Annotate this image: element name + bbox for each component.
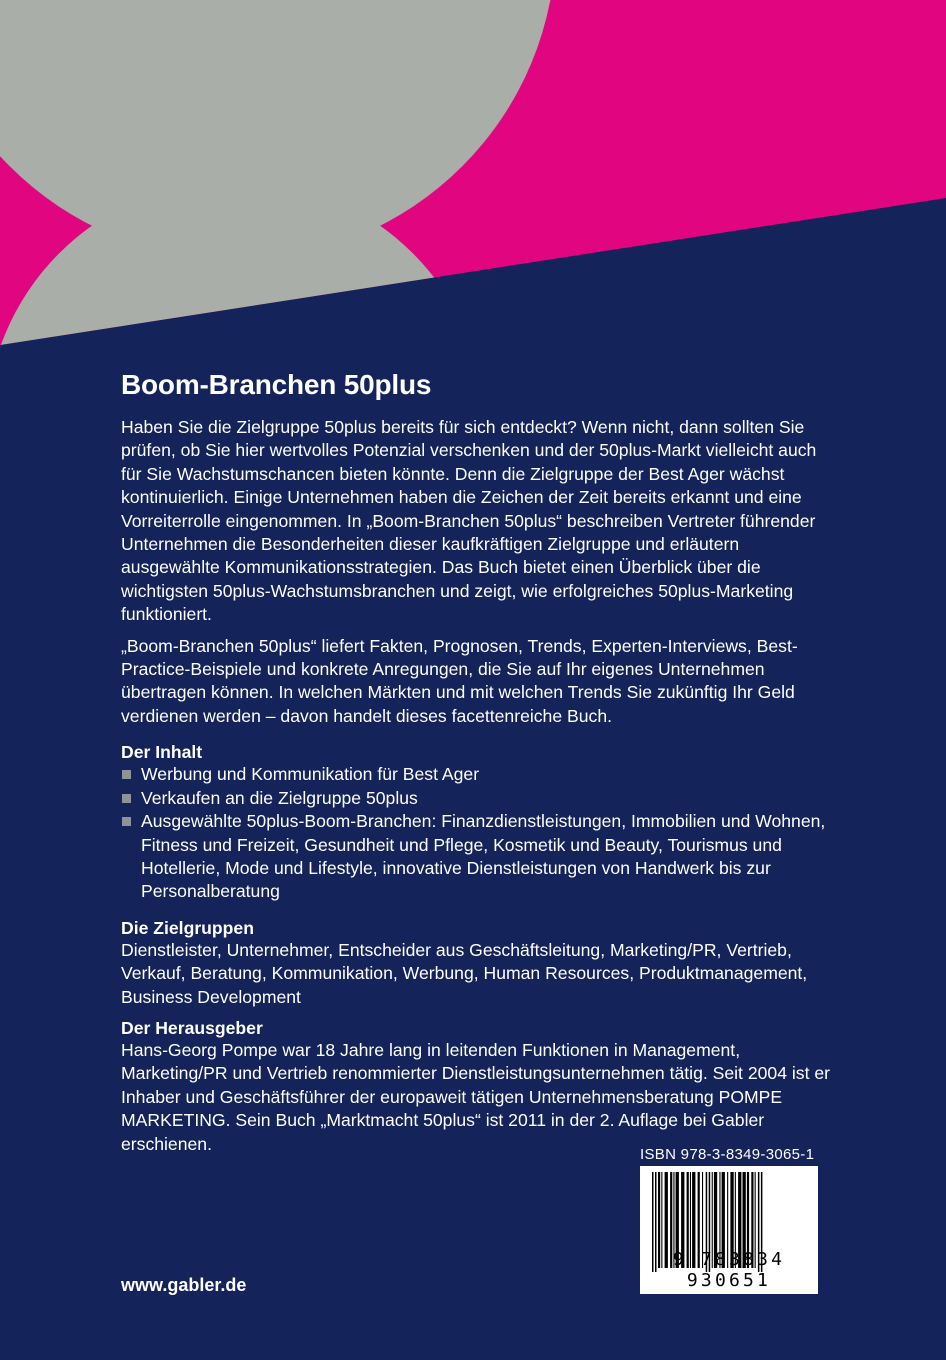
list-item: Werbung und Kommunikation für Best Ager xyxy=(121,763,833,786)
inhalt-list xyxy=(121,763,833,903)
back-cover-text xyxy=(121,365,833,1164)
herausgeber-heading: Der Herausgeber xyxy=(121,1017,263,1038)
description-paragraph-2: „Boom-Branchen 50plus“ liefert Fakten, Prognosen, Trends, Experten-Interviews, Best-Practice-Beispiele und konkrete Anregungen, die Sie auf Ihr eigenes Unternehmen übertragen können. In welchen Märkten und mit welchen Trends Sie zukünftig Ihr Geld verdienen werden – davon handelt dieses facettenreiche Buch. xyxy=(121,635,798,726)
square-bullet-icon xyxy=(122,817,131,826)
barcode xyxy=(640,1166,818,1294)
square-bullet-icon xyxy=(122,794,131,803)
zielgruppen-text: Dienstleister, Unternehmer, Entscheider aus Geschäftsleitung, Marketing/PR, Vertrieb, Verkauf, Beratung, Kommunikation, Werbung, Human Resources, Produktmanagement, Business Development xyxy=(121,939,808,1007)
book-title: Boom-Branchen 50plus xyxy=(121,369,432,400)
isbn-label: ISBN 978-3-8349-3065-1 xyxy=(640,1146,815,1163)
publisher-website[interactable]: www.gabler.de xyxy=(121,1275,247,1295)
description-paragraph-1: Haben Sie die Zielgruppe 50plus bereits für sich entdeckt? Wenn nicht, dann sollten Sie prüfen, ob Sie hier wertvolles Potenzial verschenken und der 50plus-Markt vielleicht auch für Sie Wachstumschancen bieten könnte. Denn die Zielgruppe der Best Ager wächst kontinuierlich. Einige Unternehmen haben die Zeichen der Zeit bereits erkannt und eine Vorreiterrolle eingenommen. In „Boom-Branchen 50plus“ beschreiben Vertreter führender Unternehmen die Besonderheiten dieser kaufkräftigen Zielgruppe und erläutern ausgewählte Kommunikationsstrategien. Das Buch bietet einen Überblick über die wichtigsten 50plus-Wachstumsbranchen und zeigt, wie erfolgreiches 50plus-Marketing funktioniert. xyxy=(121,417,817,625)
list-item: Ausgewählte 50plus-Boom-Branchen: Finanzdienstleistungen, Immobilien und Wohnen, Fitness und Freizeit, Gesundheit und Pflege, Kosmetik und Beauty, Tourismus und Hotellerie, Mode und Lifestyle, innovative Dienstleistungen von Handwerk bis zur Personalberatung xyxy=(121,810,833,904)
square-bullet-icon xyxy=(122,770,131,779)
zielgruppen-heading: Die Zielgruppen xyxy=(121,917,254,938)
barcode-digits: 9 783834 930651 xyxy=(672,1249,786,1291)
herausgeber-text: Hans-Georg Pompe war 18 Jahre lang in leitenden Funktionen in Management, Marketing/PR und Vertrieb renommierter Dienstleistungsunternehmen tätig. Seit 2004 ist er Inhaber und Geschäftsführer der europaweit tätigen Unternehmensberatung POMPE MARKETING. Sein Buch „Marktmacht 50plus“ ist 2011 in der 2. Auflage bei Gabler erschienen. xyxy=(121,1039,830,1154)
list-item: Verkaufen an die Zielgruppe 50plus xyxy=(121,787,833,810)
inhalt-heading: Der Inhalt xyxy=(121,742,203,763)
